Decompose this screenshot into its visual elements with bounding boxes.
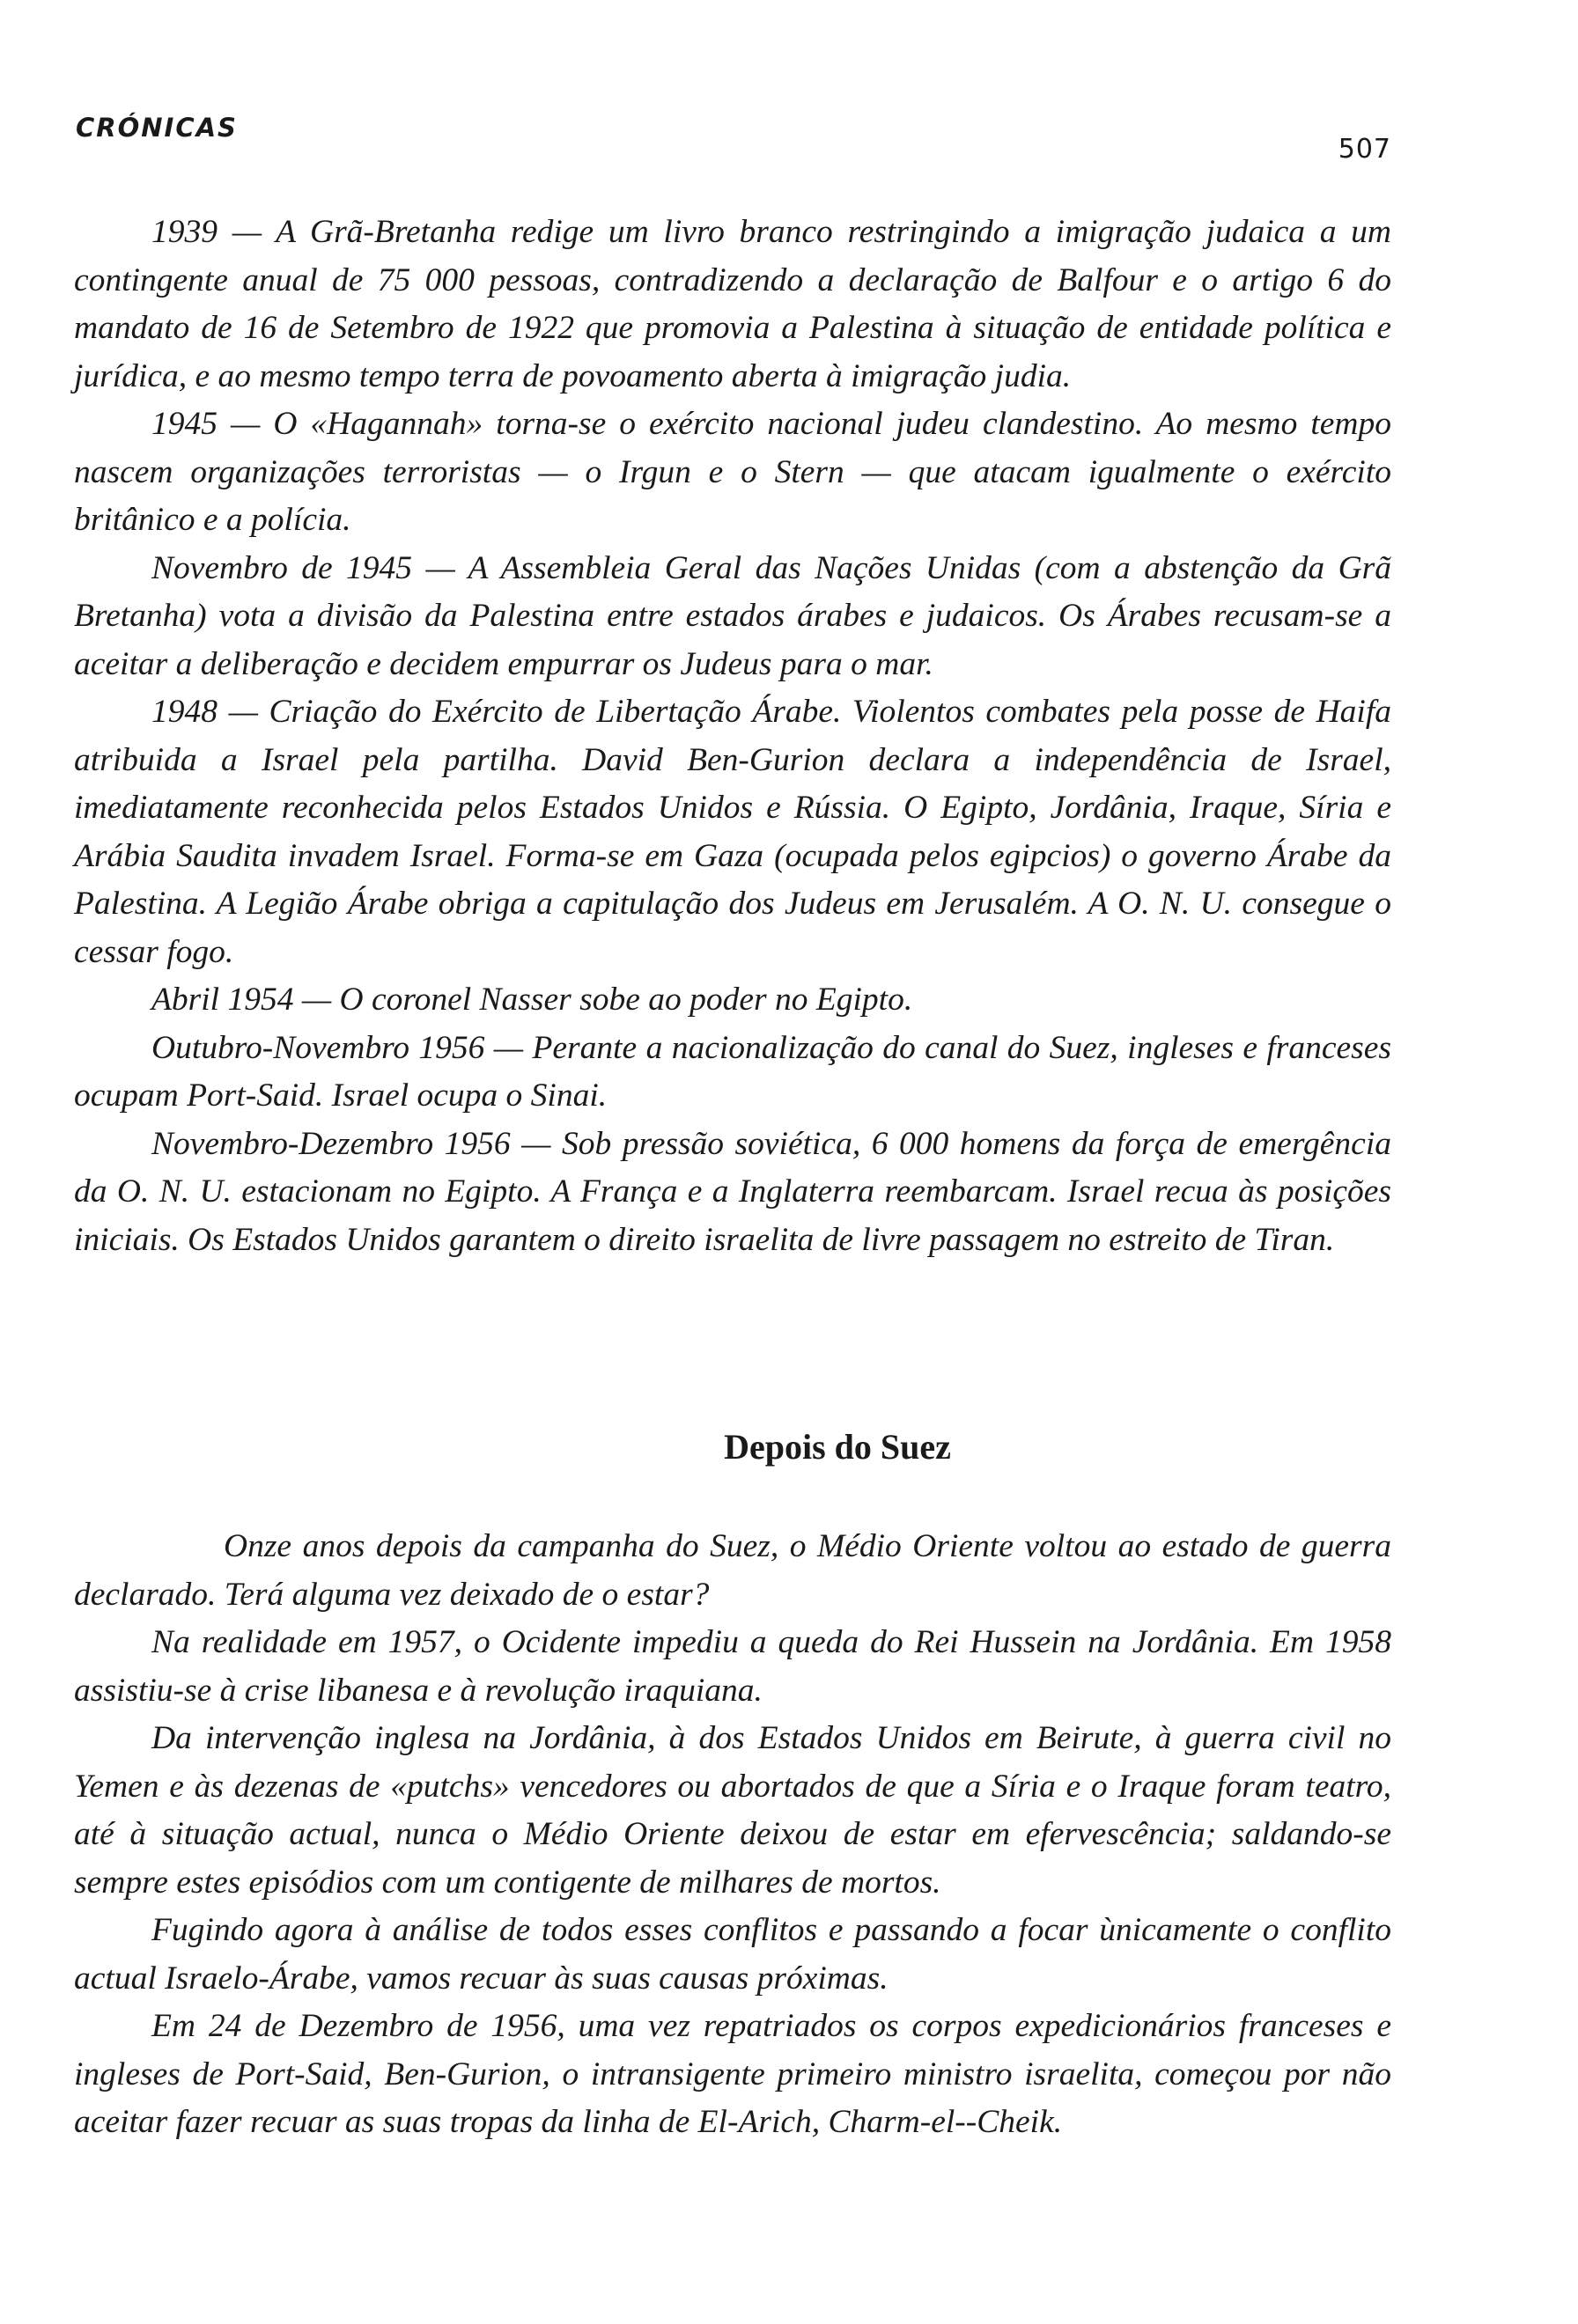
chronology-entry-1948: 1948 — Criação do Exército de Libertação Árabe. Violentos combates pela posse de Haifa atribuida a Israel pela partilha. David Ben-Gurion declara a independência de Israel, imediatamente reconhecida pelos Estados Unidos e Rússia. O Egipto, Jordânia, Iraque, Síria e Arábia Saudita invadem Israel. Forma-se em Gaza (ocupada pelos egipcios) o governo Árabe da Palestina. A Legião Árabe obriga a capitulação dos Judeus em Jerusalém. A O. N. U. consegue o cessar fogo. <box>74 694 1391 970</box>
section-paragraph: Onze anos depois da campanha do Suez, o Médio Oriente voltou ao estado de guerra declarado. Terá alguma vez deixado de o estar? <box>74 1528 1391 1613</box>
chronology-entry-1945: 1945 — O «Hagannah» torna-se o exército nacional judeu clandestino. Ao mesmo tempo nascem organizações terroristas — o Irgun e o Stern — que atacam igualmente o exército britânico e a polícia. <box>74 406 1391 538</box>
page-number: 507 <box>1338 134 1391 165</box>
chronology-list <box>74 209 1391 1264</box>
chronology-entry-november-1945: Novembro de 1945 — A Assembleia Geral das Nações Unidas (com a abstenção da Grã Bretanha) vota a divisão da Palestina entre estados árabes e judaicos. Os Árabes recusam-se a aceitar a deliberação e decidem empurrar os Judeus para o mar. <box>74 549 1391 682</box>
chronology-entry-april-1954: Abril 1954 — O coronel Nasser sobe ao poder no Egipto. <box>151 982 913 1018</box>
section-body <box>74 1523 1391 2147</box>
section-paragraph: Fugindo agora à análise de todos esses conflitos e passando a focar ùnicamente o conflito actual Israelo-Árabe, vamos recuar às suas causas próximas. <box>74 1912 1391 1997</box>
section-paragraph: Em 24 de Dezembro de 1956, uma vez repatriados os corpos expedicionários franceses e ingleses de Port-Said, Ben-Gurion, o intransigente primeiro ministro israelita, começou por não aceitar fazer recuar as suas tropas da linha de El-Arich, Charm-el--Cheik. <box>74 2008 1391 2140</box>
section-title: Depois do Suez <box>724 1427 951 1467</box>
chronology-entry-october-november-1956: Outubro-Novembro 1956 — Perante a nacionalização do canal do Suez, ingleses e franceses ocupam Port-Said. Israel ocupa o Sinai. <box>74 1029 1391 1114</box>
running-title: CRÓNICAS <box>76 113 238 143</box>
section-paragraph: Da intervenção inglesa na Jordânia, à dos Estados Unidos em Beirute, à guerra civil no Yemen e às dezenas de «putchs» vencedores ou abortados de que a Síria e o Iraque foram teatro, até à situação actual, nunca o Médio Oriente deixou de estar em efervescência; saldando-se sempre estes episódios com um contigente de milhares de mortos. <box>74 1720 1391 1901</box>
chronology-entry-1939: 1939 — A Grã-Bretanha redige um livro branco restringindo a imigração judaica a um contingente anual de 75 000 pessoas, contradizendo a declaração de Balfour e o artigo 6 do mandato de 16 de Setembro de 1922 que promovia a Palestina à situação de entidade política e jurídica, e ao mesmo tempo terra de povoamento aberta à imigração judia. <box>74 214 1391 394</box>
chronology-entry-november-december-1956: Novembro-Dezembro 1956 — Sob pressão soviética, 6 000 homens da força de emergência da O. N. U. estacionam no Egipto. A França e a Inglaterra reembarcam. Israel recua às posições iniciais. Os Estados Unidos garantem o direito israelita de livre passagem no estreito de Tiran. <box>74 1125 1391 1258</box>
section-paragraph: Na realidade em 1957, o Ocidente impediu a queda do Rei Hussein na Jordânia. Em 1958 assistiu-se à crise libanesa e à revolução iraquiana. <box>74 1624 1391 1709</box>
